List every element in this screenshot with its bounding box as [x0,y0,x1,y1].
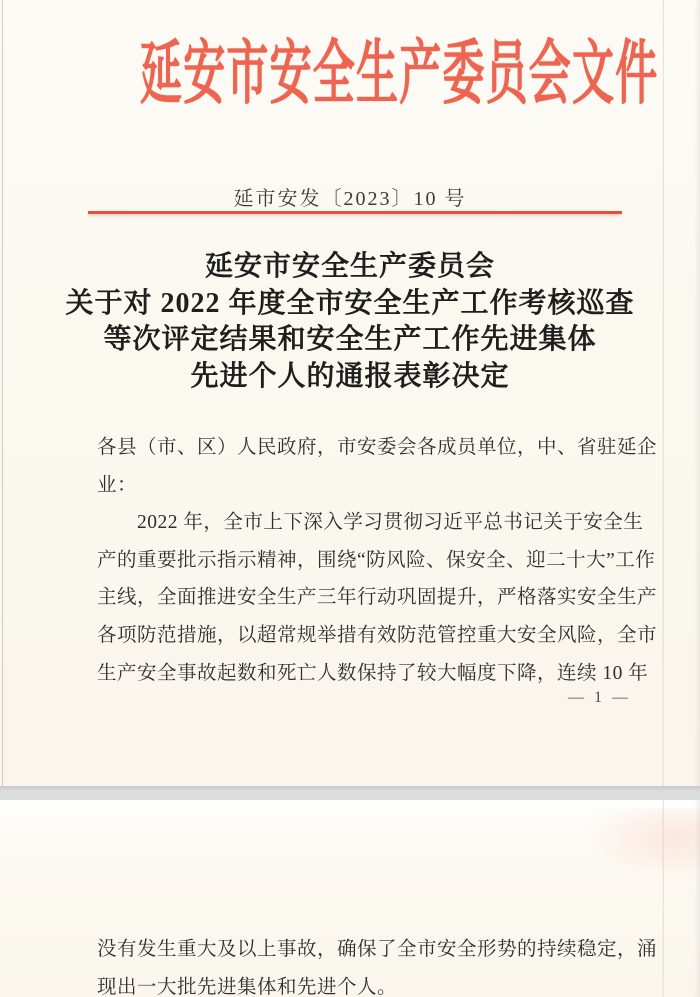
document-title-line: 延安市安全生产委员会 [204,251,495,282]
body-line: 2022 年，全市上下深入学习贯彻习近平总书记关于安全生 [137,512,644,534]
body-line: 现出一大批先进集体和先进个人。 [97,976,398,997]
scan-right-shadow [694,800,700,997]
document-title-line: 先进个人的通报表彰决定 [190,360,510,392]
body-line: 生产安全事故起数和死亡人数保持了较大幅度下降，连续 10 年 [97,662,649,684]
body-text-page-2 [97,931,658,997]
document-title [40,249,660,395]
document-title-line: 等次评定结果和安全生产工作先进集体 [103,324,597,355]
body-line: 主线，全面推进安全生产三年行动巩固提升，严格落实安全生产 [97,587,658,609]
document-page-2 [0,800,700,997]
red-letterhead-title: 延安市安全生产委员会文件 [139,36,659,113]
document-number: 延市安发〔2023〕10 号 [233,188,467,210]
scan-left-edge-line [2,0,3,786]
document-title-line: 关于对 2022 年度全市安全生产工作考核巡查 [65,287,635,319]
scan-right-shadow [694,0,700,786]
body-line: 产的重要批示指示精神，围绕“防风险、保安全、迎二十大”工作 [97,549,656,571]
page-number: — 1 — [568,689,631,706]
body-line: 没有发生重大及以上事故，确保了全市安全形势的持续稳定，涌 [97,939,658,960]
page-break-gap [0,786,700,800]
paper-fold-line [662,800,664,997]
body-line: 各项防范措施，以超常规举措有效防范管控重大安全风险，全市 [97,624,658,646]
red-divider-rule [88,211,622,214]
paper-fold-line [662,0,664,786]
body-text-page-1 [97,429,658,692]
body-line: 各县（市、区）人民政府，市安委会各成员单位，中、省驻延企 [97,437,658,458]
body-line: 业： [97,474,138,496]
scan-color-bleed [580,808,700,878]
